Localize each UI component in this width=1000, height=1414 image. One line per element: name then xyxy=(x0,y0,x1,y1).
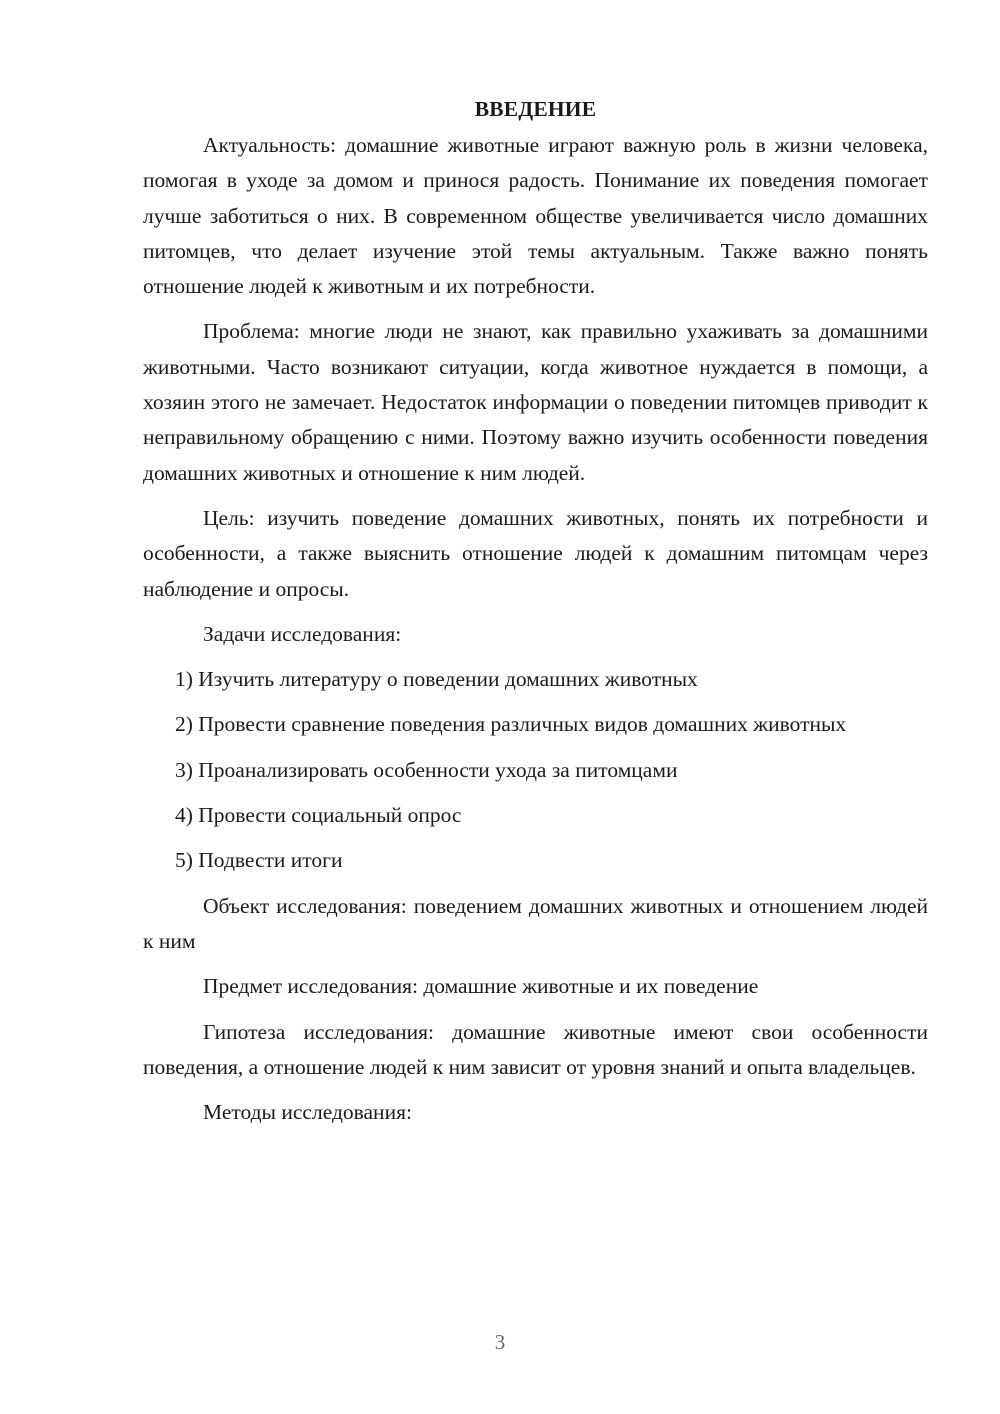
page-number: 3 xyxy=(494,1330,506,1354)
document-page xyxy=(143,92,928,1130)
relevance-paragraph: Актуальность: домашние животные играют важную роль в жизни человека, помогая в уходе за домом и принося радость. Понимание их поведения помогает лучше заботиться о них. В современном обществе увеличивается число домашних питомцев, что делает изучение этой темы актуальным. Также важно понять отношение людей к животным и их потребности. xyxy=(143,133,928,299)
task-item: 2) Провести сравнение поведения различных видов домашних животных xyxy=(175,712,847,737)
tasks-heading: Задачи исследования: xyxy=(203,621,402,646)
problem-paragraph: Проблема: многие люди не знают, как правильно ухаживать за домашними животными. Часто возникают ситуации, когда животное нуждается в помощи, а хозяин этого не замечает. Недостаток информации о поведении питомцев приводит к неправильному обращению с ними. Поэтому важно изучить особенности поведения домашних животных и отношение к ним людей. xyxy=(143,319,928,485)
task-item: 1) Изучить литературу о поведении домашних животных xyxy=(175,667,698,692)
section-title: ВВЕДЕНИЕ xyxy=(474,97,597,121)
subject-paragraph: Предмет исследования: домашние животные и их поведение xyxy=(203,974,759,999)
task-item: 3) Проанализировать особенности ухода за питомцами xyxy=(175,757,678,782)
goal-paragraph: Цель: изучить поведение домашних животных, понять их потребности и особенности, а также выяснить отношение людей к домашним питомцам через наблюдение и опросы. xyxy=(143,505,928,601)
methods-paragraph: Методы исследования: xyxy=(203,1100,412,1125)
task-item: 5) Подвести итоги xyxy=(175,848,343,873)
task-item: 4) Провести социальный опрос xyxy=(175,803,462,828)
object-paragraph: Объект исследования: поведением домашних животных и отношением людей к ним xyxy=(143,893,928,953)
hypothesis-paragraph: Гипотеза исследования: домашние животные имеют свои особенности поведения, а отношение людей к ним зависит от уровня знаний и опыта владельцев. xyxy=(143,1019,928,1079)
